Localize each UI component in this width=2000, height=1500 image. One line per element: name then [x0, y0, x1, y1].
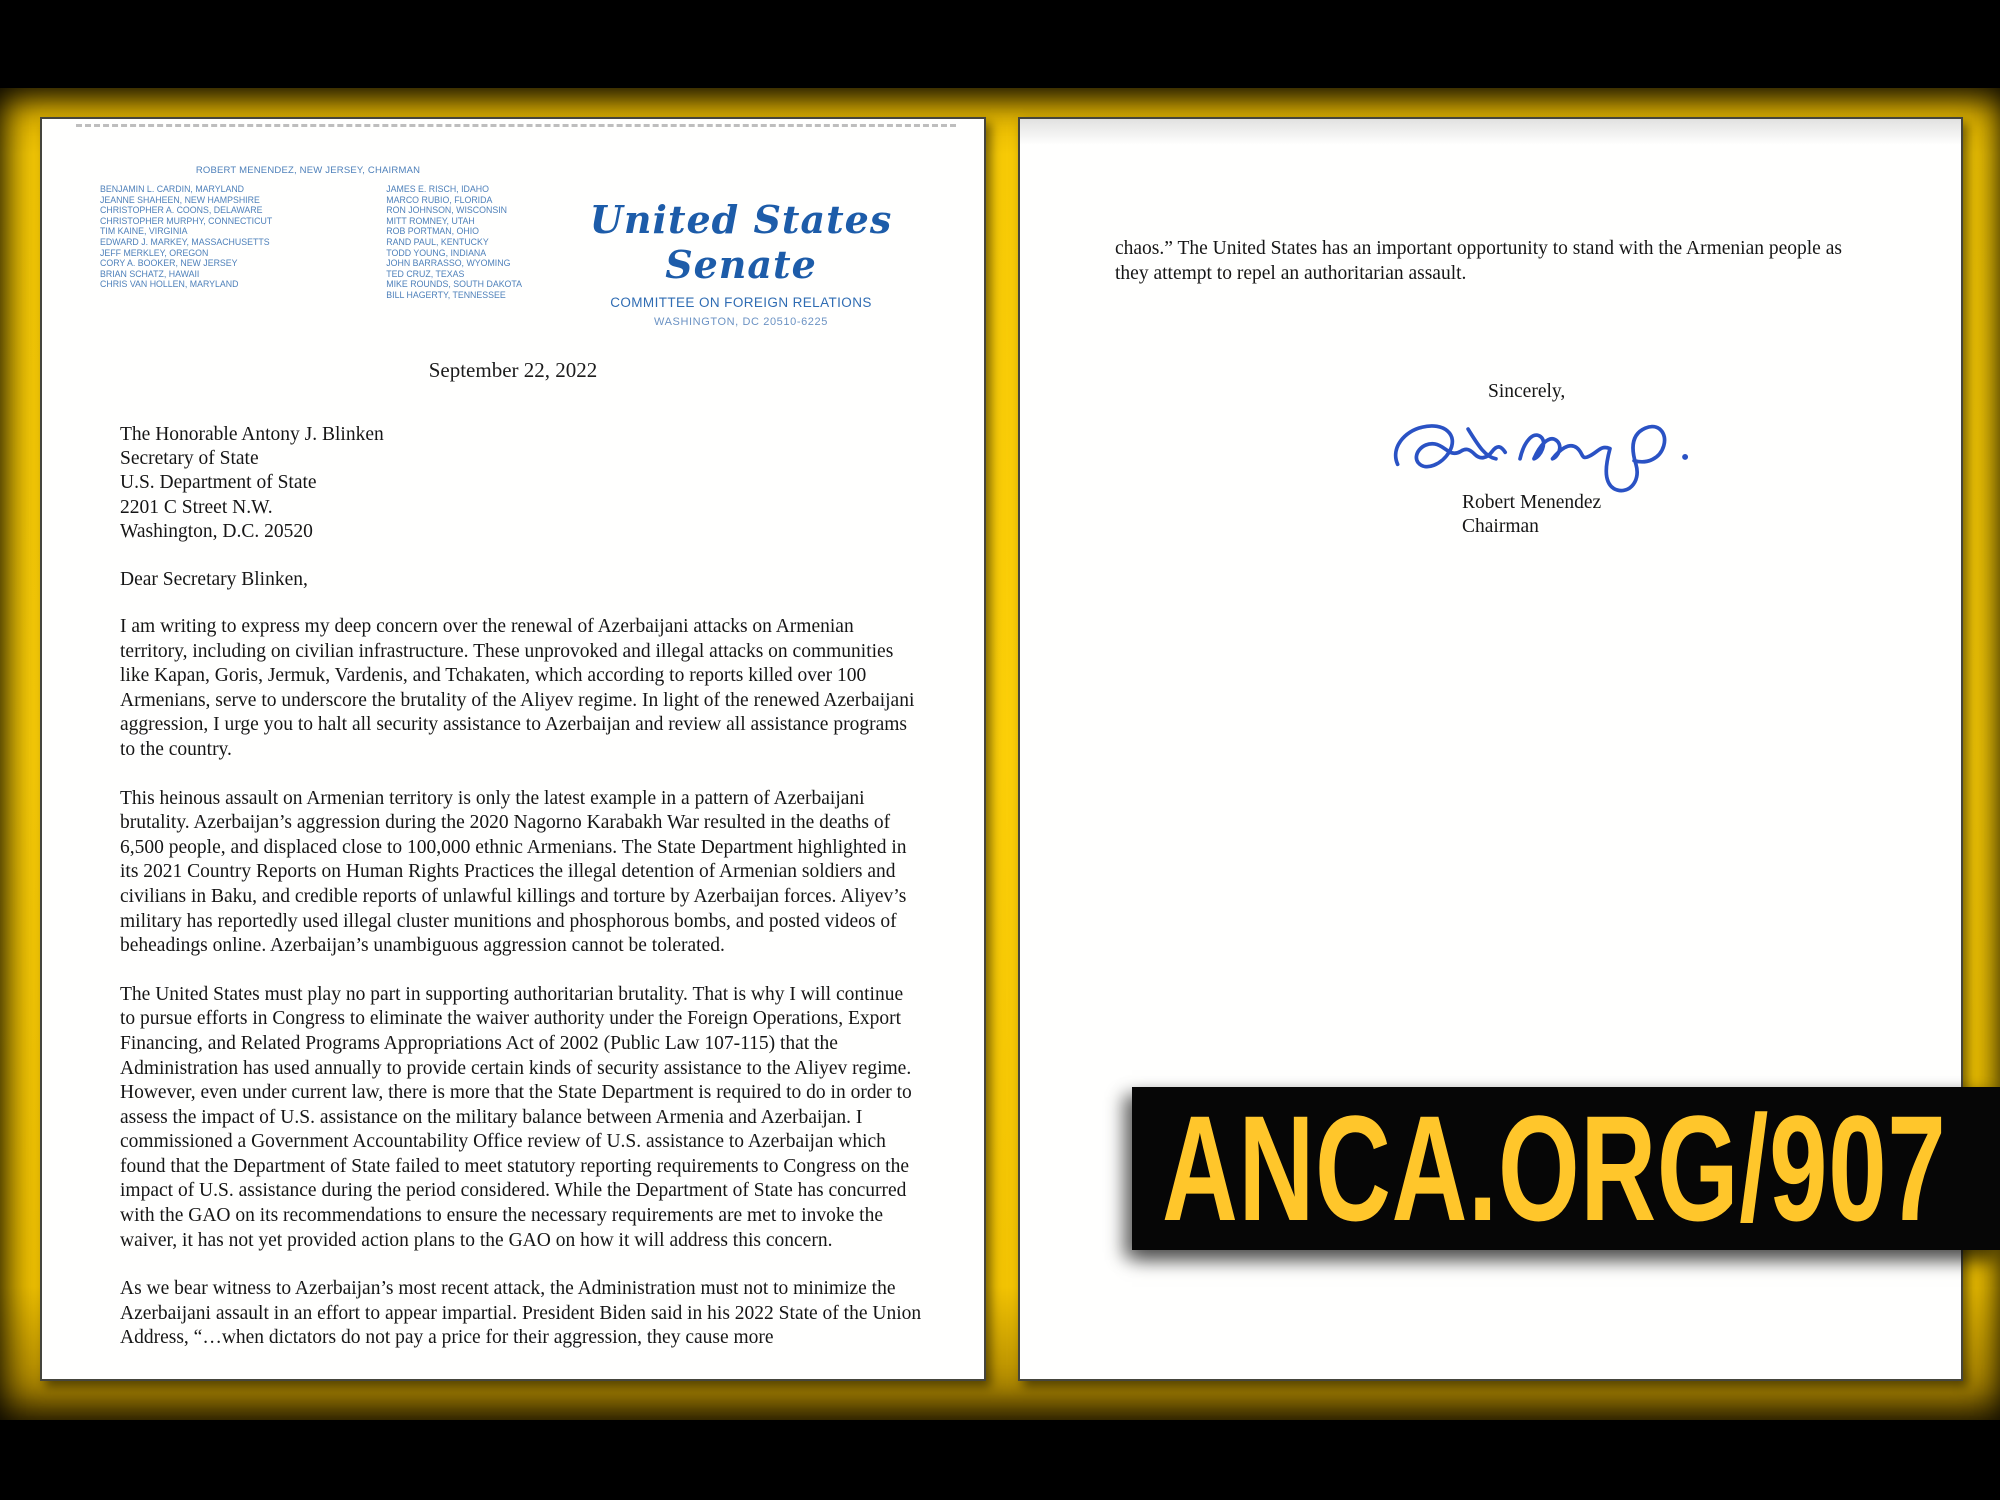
senator-name: MIKE ROUNDS, SOUTH DAKOTA — [386, 279, 522, 290]
senator-name: JEANNE SHAHEEN, NEW HAMPSHIRE — [100, 194, 260, 205]
senator-name: MITT ROMNEY, UTAH — [386, 215, 475, 226]
top-letterbox-bar — [0, 0, 2000, 88]
bottom-letterbox-bar — [0, 1420, 2000, 1500]
committee-address: WASHINGTON, DC 20510-6225 — [654, 316, 828, 328]
letterhead-seal-block — [528, 165, 954, 328]
signer-title: Chairman — [1462, 516, 1539, 537]
senate-title: United States Senate — [589, 197, 893, 287]
letter-paragraph: As we bear witness to Azerbaijan’s most recent attack, the Administration must not to minimize the Azerbaijani assault in an effort to appear impartial. President Biden said in his 2022 State of the Union Address, “…when dictators do not pay a price for their aggression, they cause more — [120, 1278, 922, 1349]
senator-name: MARCO RUBIO, FLORIDA — [386, 194, 493, 205]
signer-name: Robert Menendez — [1462, 492, 1602, 513]
letter-body-page-1 — [42, 615, 984, 1351]
senator-name: BENJAMIN L. CARDIN, MARYLAND — [100, 184, 245, 194]
letter-paragraph: I am writing to express my deep concern over the renewal of Azerbaijani attacks on Armenian territory, including on civilian infrastructure. These unprovoked and illegal attacks on communities like Kapan, Goris, Jermuk, Vardenis, and Tchakaten, which according to reports killed over 100 Armenians, serve to underscore the brutality of the Aliyev regime. In light of the renewed Azerbaijani aggression, I urge you to halt all security assistance to Azerbaijan and review all assistance programs to the country. — [120, 616, 915, 760]
salutation: Dear Secretary Blinken, — [120, 569, 308, 591]
closing-line: Sincerely, — [1488, 381, 1566, 402]
senator-name: ROB PORTMAN, OHIO — [386, 226, 479, 237]
letter-page-1 — [40, 117, 986, 1381]
senator-name: RON JOHNSON, WISCONSIN — [386, 205, 507, 216]
senator-name: JAMES E. RISCH, IDAHO — [386, 184, 489, 194]
scan-artifact-line — [76, 124, 956, 127]
senate-letterhead — [42, 119, 984, 328]
anca-url-text: ANCA.ORG/907 — [1162, 1084, 1947, 1252]
senator-name: CHRISTOPHER A. COONS, DELAWARE — [100, 205, 263, 216]
chairman-line: ROBERT MENENDEZ, NEW JERSEY, CHAIRMAN — [195, 165, 421, 176]
senator-name: CHRIS VAN HOLLEN, MARYLAND — [100, 279, 239, 290]
recipient-address-block — [42, 423, 984, 544]
anca-url-banner — [1132, 1084, 2000, 1252]
senator-columns — [88, 184, 528, 301]
senator-name: JOHN BARRASSO, WYOMING — [386, 258, 511, 269]
signature-block — [1440, 381, 1800, 539]
letter-body-page-2: chaos.” The United States has an important opportunity to stand with the Armenian people as they attempt to repel an authoritarian assault. — [1115, 238, 1842, 284]
letter-date: September 22, 2022 — [428, 358, 598, 382]
senator-name: BILL HAGERTY, TENNESSEE — [386, 289, 506, 300]
senator-name: CHRISTOPHER MURPHY, CONNECTICUT — [100, 215, 273, 226]
senator-name: EDWARD J. MARKEY, MASSACHUSETTS — [100, 236, 270, 247]
senator-name: TED CRUZ, TEXAS — [386, 268, 465, 279]
recipient-line: 2201 C Street N.W. — [120, 496, 273, 518]
letter-paragraph: The United States must play no part in supporting authoritarian brutality. That is why I will continue to pursue efforts in Congress to eliminate the waiver authority under the Foreign Operations, Export Financing, and Related Programs Appropriations Act of 2002 (Public Law 107-115) that the Administration has used annually to provide certain kinds of security assistance to the Aliyev regime. However, even under current law, there is more that the State Department is required to do in order to assess the impact of U.S. assistance on the military balance between Armenia and Azerbaijan. I commissioned a Government Accountability Office review of U.S. assistance to Azerbaijan which found that the Department of State failed to meet statutory reporting requirements to Congress on the impact of U.S. assistance during the period considered. While the Department of State has concurred with the GAO on its recommendations to ensure the necessary requirements are met to invoke the waiver, it has not yet provided action plans to the GAO on how it will address this concern. — [120, 983, 912, 1251]
senator-column-right — [386, 184, 522, 301]
senator-column-left — [100, 184, 272, 301]
committee-subtitle: COMMITTEE ON FOREIGN RELATIONS — [610, 295, 872, 310]
senator-name: CORY A. BOOKER, NEW JERSEY — [100, 258, 238, 269]
recipient-line: U.S. Department of State — [120, 472, 317, 494]
senator-name: RAND PAUL, KENTUCKY — [386, 236, 489, 247]
recipient-line: Secretary of State — [120, 448, 259, 470]
senator-name: TIM KAINE, VIRGINIA — [100, 226, 188, 237]
senator-name: TODD YOUNG, INDIANA — [386, 247, 487, 258]
senator-name: JEFF MERKLEY, OREGON — [100, 247, 209, 258]
letter-paragraph: This heinous assault on Armenian territory is only the latest example in a pattern of Azerbaijani brutality. Azerbaijan’s aggression during the 2020 Nagorno Karabakh War resulted in the deaths of 6,500 people, and displaced close to 100,000 ethnic Armenians. The State Department highlighted in its 2021 Country Reports on Human Rights Practices the illegal detention of Armenian soldiers and civilians in Baku, and credible reports of unlawful killings and torture by Azerbaijan forces. Aliyev’s military has reportedly used illegal cluster munitions and phosphorous bombs, and posted videos of beheadings online. Azerbaijan’s unambiguous aggression cannot be tolerated. — [120, 787, 907, 957]
senator-name: BRIAN SCHATZ, HAWAII — [100, 268, 200, 279]
letterhead-member-list — [88, 165, 528, 328]
recipient-line: The Honorable Antony J. Blinken — [120, 424, 384, 445]
recipient-line: Washington, D.C. 20520 — [120, 520, 313, 542]
